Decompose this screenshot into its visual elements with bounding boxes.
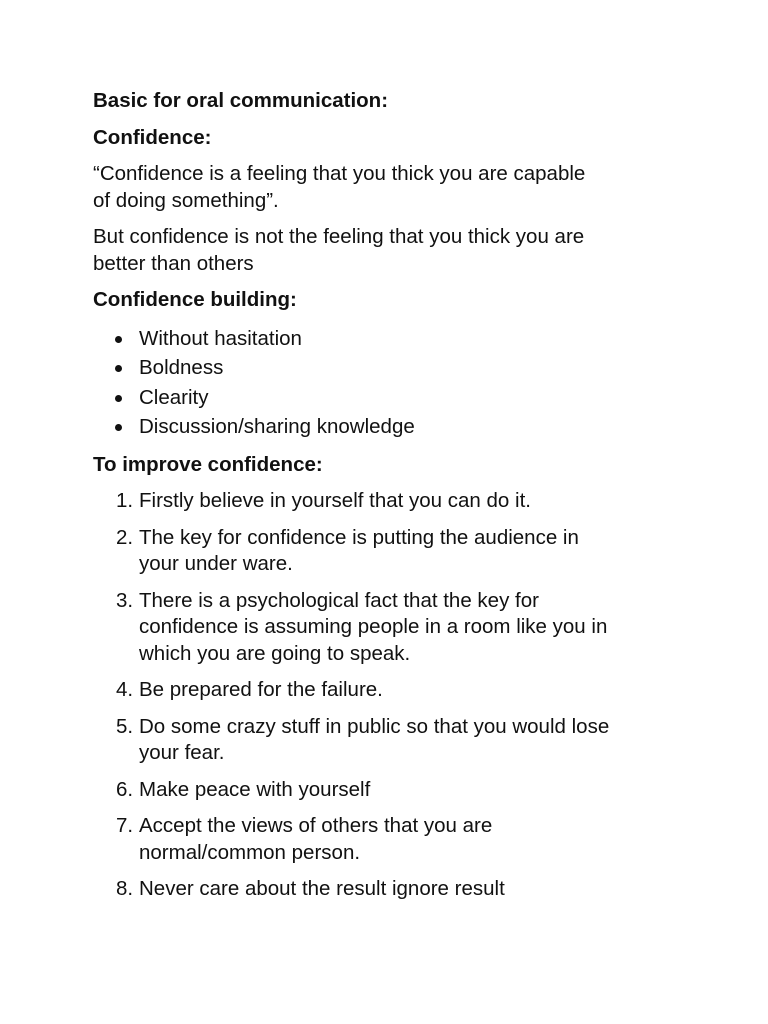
list-item-line: Firstly believe in yourself that you can do it. (139, 489, 531, 512)
confidence-heading: Confidence: (93, 125, 212, 149)
bullet-icon (115, 395, 122, 402)
list-item-line: which you are going to speak. (139, 641, 411, 665)
confidence-building-list (93, 324, 693, 442)
list-item-line: confidence is assuming people in a room like you in (139, 615, 608, 638)
list-item (93, 677, 693, 704)
note-line: But confidence is not the feeling that you thick you are (93, 225, 585, 248)
list-item (93, 525, 693, 578)
list-item-text: Clearity (139, 385, 209, 409)
list-item (93, 588, 693, 668)
list-item (93, 412, 693, 442)
list-item (93, 353, 693, 383)
list-item (93, 777, 693, 804)
list-item-number: 5. (116, 714, 134, 738)
list-item-text: Discussion/sharing knowledge (139, 415, 415, 438)
list-item-line: There is a psychological fact that the key for (139, 588, 539, 612)
confidence-quote (93, 161, 693, 214)
document-page (93, 88, 693, 913)
list-item-line: normal/common person. (139, 840, 361, 864)
list-item-number: 3. (116, 588, 134, 612)
list-item (93, 714, 693, 767)
list-item-line: Never care about the result ignore result (139, 877, 505, 900)
list-item-number: 7. (116, 814, 134, 837)
list-item (93, 383, 693, 413)
list-item (93, 324, 693, 354)
list-item (93, 813, 693, 866)
list-item-number: 4. (116, 678, 134, 701)
list-item (93, 488, 693, 515)
list-item-line: Be prepared for the failure. (139, 678, 383, 701)
document-title: Basic for oral communication: (93, 89, 389, 112)
confidence-building-heading: Confidence building: (93, 288, 297, 311)
improve-confidence-heading: To improve confidence: (93, 452, 323, 476)
confidence-note (93, 224, 693, 277)
list-item-line: The key for confidence is putting the audience in (139, 525, 579, 549)
list-item-line: Accept the views of others that you are (139, 814, 493, 837)
bullet-icon (115, 336, 122, 343)
bullet-icon (115, 424, 122, 431)
quote-line: “Confidence is a feeling that you thick you are capable (93, 162, 586, 185)
improve-confidence-list (93, 488, 693, 903)
bullet-icon (115, 365, 122, 372)
list-item-line: Make peace with yourself (139, 777, 371, 801)
list-item-number: 8. (116, 877, 134, 900)
quote-line: of doing something”. (93, 188, 279, 212)
list-item-line: Do some crazy stuff in public so that you would lose (139, 714, 610, 738)
list-item-text: Without hasitation (139, 326, 302, 350)
note-line: better than others (93, 251, 254, 275)
list-item-number: 2. (116, 525, 134, 549)
list-item-number: 1. (116, 489, 134, 512)
list-item-line: your fear. (139, 741, 225, 764)
list-item-text: Boldness (139, 356, 224, 379)
list-item (93, 876, 693, 903)
list-item-number: 6. (116, 777, 134, 801)
list-item-line: your under ware. (139, 552, 293, 575)
